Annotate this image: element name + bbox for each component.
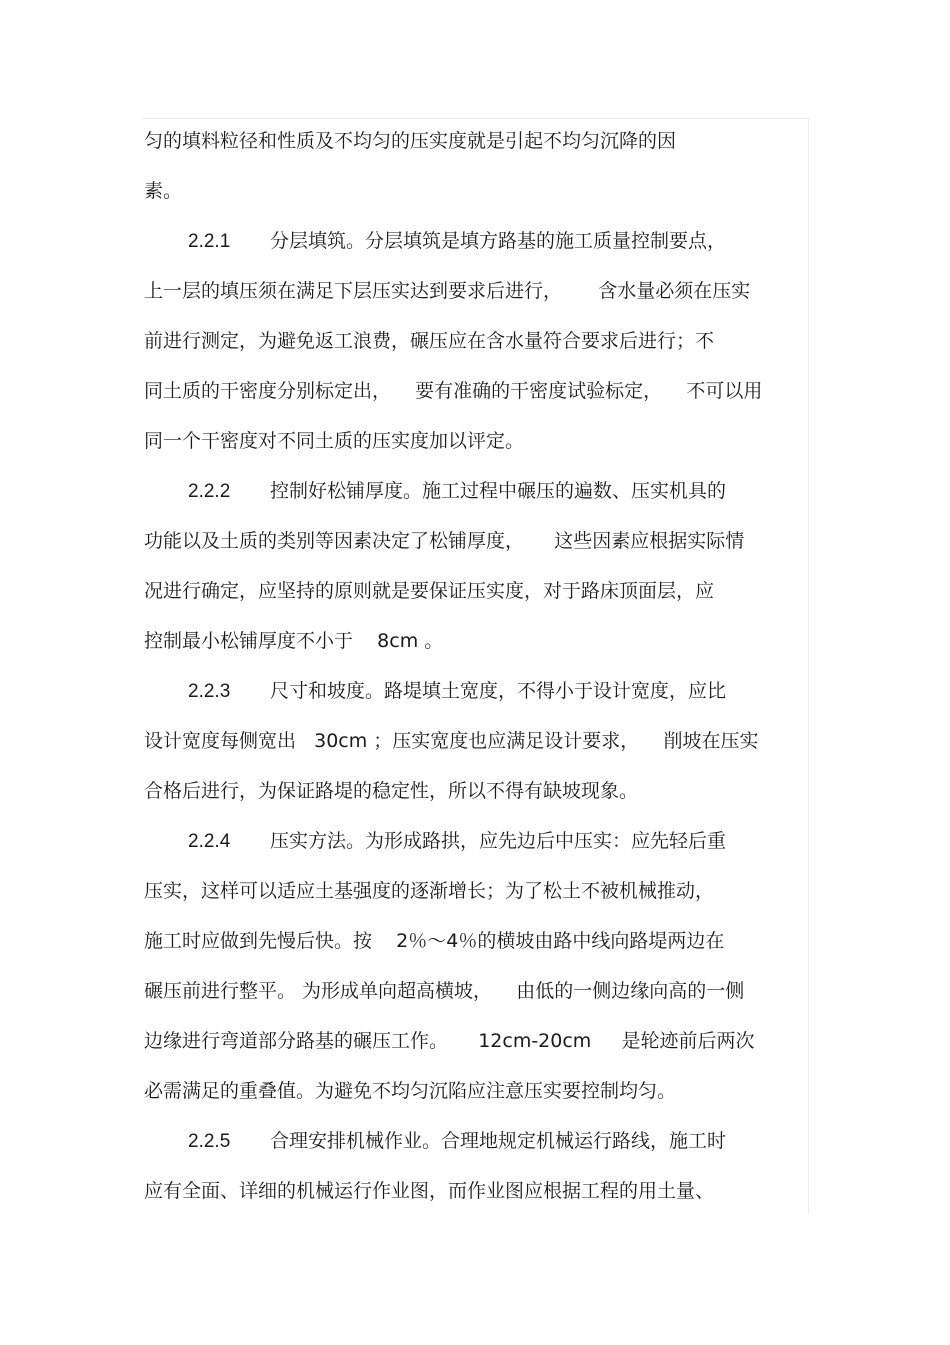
- section-number: 2.2.1: [188, 231, 231, 252]
- text-line: 匀的填料粒径和性质及不均匀的压实度就是引起不均匀沉降的因: [144, 130, 677, 152]
- text-line: 设计宽度每侧宽出 30cm ；压实宽度也应满足设计要求， 削坡在压实: [144, 730, 759, 752]
- section-line: 2.2.4 压实方法。为形成路拱，应先边后中压实：应先轻后重: [144, 827, 726, 855]
- section-number: 2.2.5: [188, 1131, 231, 1152]
- text-line: 必需满足的重叠值。为避免不均匀沉陷应注意压实要控制均匀。: [144, 1080, 677, 1102]
- section-number: 2.2.4: [188, 831, 231, 852]
- section-number: 2.2.3: [188, 681, 231, 702]
- text-line: 控制最小松铺厚度不小于 8cm 。: [144, 630, 444, 652]
- text-line: 同一个干密度对不同土质的压实度加以评定。: [144, 430, 525, 452]
- text-line: 应有全面、详细的机械运行作业图，而作业图应根据工程的用土量、: [144, 1180, 715, 1202]
- text-line: 功能以及土质的类别等因素决定了松铺厚度， 这些因素应根据实际情: [144, 530, 745, 552]
- text-line: 压实，这样可以适应土基强度的逐渐增长；为了松土不被机械推动，: [144, 880, 715, 902]
- text-line: 合格后进行，为保证路堤的稳定性，所以不得有缺坡现象。: [144, 780, 639, 802]
- section-line: 2.2.5 合理安排机械作业。合理地规定机械运行路线，施工时: [144, 1127, 726, 1155]
- section-line: 2.2.1 分层填筑。分层填筑是填方路基的施工质量控制要点，: [144, 227, 726, 255]
- text-line: 碾压前进行整平。 为形成单向超高横坡， 由低的一侧边缘向高的一侧: [144, 980, 745, 1002]
- section-line: 2.2.2 控制好松铺厚度。施工过程中碾压的遍数、压实机具的: [144, 477, 726, 505]
- text-line: 素。: [144, 180, 183, 202]
- text-line: 同土质的干密度分别标定出， 要有准确的干密度试验标定， 不可以用: [144, 380, 763, 402]
- text-line: 况进行确定，应坚持的原则就是要保证压实度，对于路床顶面层，应: [144, 580, 715, 602]
- text-line: 施工时应做到先慢后快。按 2％～4％的横坡由路中线向路堤两边在: [144, 930, 725, 952]
- text-line: 边缘进行弯道部分路基的碾压工作。 12cm-20cm 是轮迹前后两次: [144, 1030, 755, 1052]
- text-line: 上一层的填压须在满足下层压实达到要求后进行， 含水量必须在压实: [144, 280, 751, 302]
- section-number: 2.2.2: [188, 481, 231, 502]
- section-line: 2.2.3 尺寸和坡度。路堤填土宽度，不得小于设计宽度，应比: [144, 677, 726, 705]
- text-line: 前进行测定，为避免返工浪费，碾压应在含水量符合要求后进行；不: [144, 330, 715, 352]
